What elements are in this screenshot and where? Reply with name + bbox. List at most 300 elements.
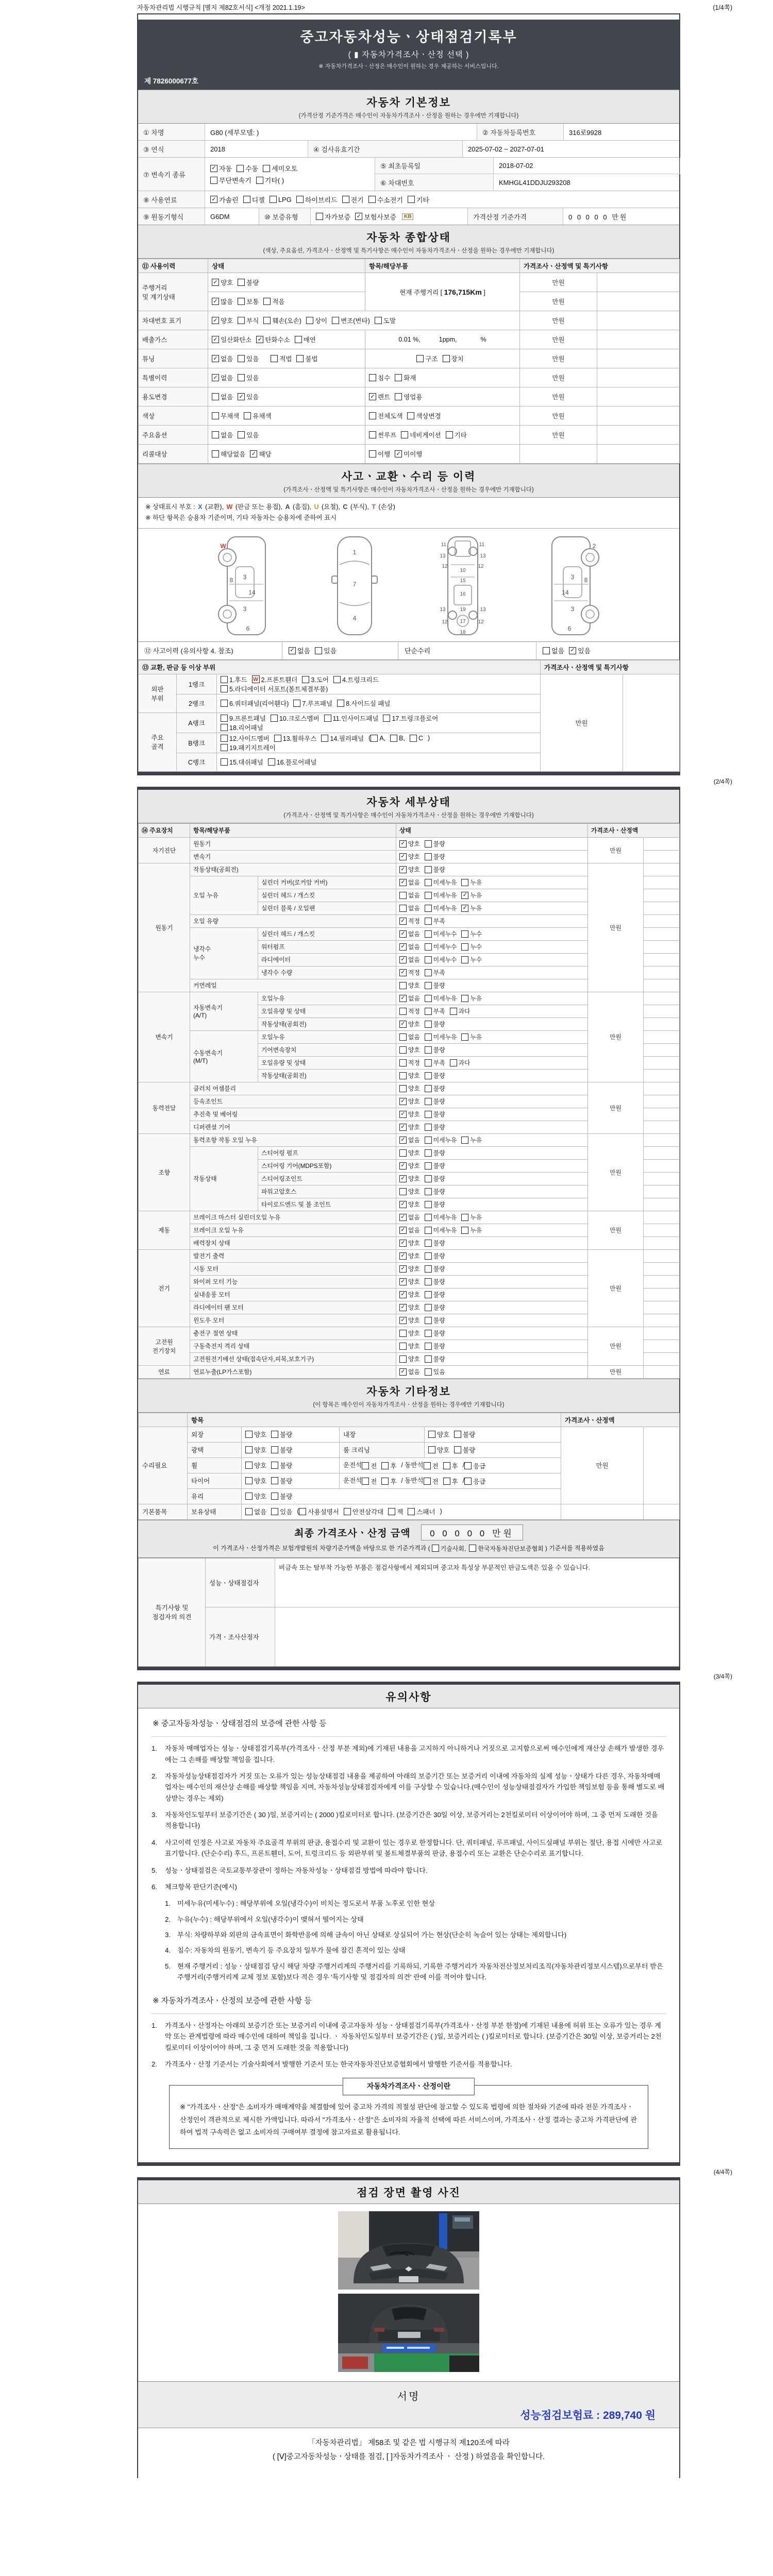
cell — [644, 1301, 680, 1314]
cell: 자기진단 — [139, 837, 190, 863]
page-3 — [137, 1682, 680, 2166]
checkbox[interactable]: 양호 — [399, 1187, 420, 1196]
checkbox[interactable]: 불량 — [425, 839, 445, 848]
checkbox[interactable]: 변조(변타) — [332, 316, 370, 325]
checkbox[interactable]: 사용설명서 — [299, 1507, 339, 1516]
checkbox-checked[interactable]: ✓ 자동 — [210, 163, 232, 173]
checkbox[interactable]: 부식 — [238, 316, 259, 325]
checkbox[interactable]: 불량 — [425, 1045, 445, 1054]
checkbox[interactable]: 없음 — [212, 392, 233, 401]
checkbox[interactable]: 불량 — [425, 1290, 445, 1299]
checkbox-checked[interactable]: ✓ 있음 — [238, 392, 259, 401]
top-strip — [137, 0, 732, 13]
cell — [396, 889, 588, 902]
cell: 가격조사ㆍ산정액 — [588, 823, 680, 837]
cell: 만원 — [561, 1427, 644, 1504]
checkbox-checked[interactable]: ✓ 적정 — [399, 917, 420, 925]
checkbox[interactable]: 불량 — [425, 852, 445, 861]
checkbox[interactable]: 15.대쉬패널 — [221, 757, 263, 767]
checkbox[interactable]: 과다 — [450, 1007, 470, 1015]
checkbox[interactable]: 기타 — [408, 195, 429, 205]
checkbox-checked[interactable]: ✓ 해당 — [250, 449, 271, 459]
reg-no-label: ② 자동차등록번호 — [477, 124, 564, 140]
checkbox[interactable]: 한국자동차진단보증협회 — [469, 1544, 544, 1553]
checkbox[interactable]: 도말 — [375, 316, 396, 325]
checkbox[interactable]: 없음 — [399, 891, 420, 900]
svg-text:3: 3 — [570, 573, 575, 581]
checkbox[interactable]: 5.라디에이터 서포트(볼트체결부품) — [221, 684, 328, 693]
checkbox-checked[interactable]: ✓ 없음 — [399, 994, 420, 1003]
checkbox[interactable]: 10.크로스멤버 — [271, 714, 320, 723]
checkbox[interactable]: 디젤 — [243, 195, 265, 205]
car-view-side-right — [532, 533, 610, 638]
fuel-label: ⑧ 사용연료 — [138, 191, 205, 208]
checkbox[interactable]: 썬루프 — [369, 430, 396, 439]
checkbox[interactable]: 3.도어 — [302, 675, 329, 684]
cell — [396, 1236, 588, 1249]
checkbox[interactable]: 후 — [443, 1461, 458, 1470]
checkbox[interactable]: 불량 — [425, 1329, 445, 1337]
checkbox[interactable]: 영업용 — [395, 392, 422, 401]
cell: B랭크 — [177, 733, 217, 753]
cell — [396, 1301, 588, 1314]
checkbox[interactable]: B, — [390, 735, 405, 742]
checkbox[interactable]: 잭 — [388, 1507, 403, 1516]
checkbox[interactable]: 보통 — [238, 297, 259, 306]
damage-mark-w[interactable]: W 2.프론트휀더 — [252, 675, 298, 684]
notice-item: 3. 부식: 차량하부와 외판의 금속표면이 화학반응에 의해 금속이 아닌 상태로 상실되어 가는 현상(단순히 녹슬어 있는 상태는 제외합니다) — [165, 1931, 567, 1939]
checkbox[interactable]: 미세누유 — [425, 878, 457, 887]
checkbox[interactable]: 누수 — [461, 955, 482, 964]
section-detail-header — [138, 790, 679, 823]
cell — [396, 1121, 588, 1133]
checkbox[interactable]: 17.트렁크플로어 — [383, 714, 438, 723]
legend-codes: ※ 상태표시 부호 : X (교환), W (판금 또는 용접), A (흠집), U (요철), C (부식), T (손상) — [145, 503, 395, 511]
checkbox[interactable]: 불량 — [454, 1430, 475, 1439]
checkbox[interactable]: 불량 — [238, 278, 259, 287]
checkbox[interactable]: 8.사이드실 패널 — [337, 699, 390, 708]
checkbox[interactable]: 불량 — [425, 1277, 445, 1286]
page-marker-4: (4/4쪽) — [713, 2168, 732, 2176]
checkbox[interactable]: 기타( ) — [256, 175, 284, 185]
checkbox-checked[interactable]: ✓ 있음 — [569, 646, 591, 655]
checkbox[interactable]: 미세누유 — [425, 1032, 457, 1041]
cell — [644, 1133, 680, 1146]
checkbox[interactable]: 있음 — [315, 646, 337, 655]
checkbox[interactable]: 없음 — [399, 904, 420, 912]
checkbox[interactable]: 부족 — [425, 1058, 445, 1067]
checkbox-checked[interactable]: ✓ 양호 — [399, 1316, 420, 1325]
checkbox[interactable]: 자가보증 — [316, 212, 350, 222]
cell: 운전석 전 후 / 동반석 전 후 / 응급 — [340, 1458, 561, 1473]
checkbox[interactable]: LPG — [270, 196, 292, 204]
checkbox[interactable]: 불량 — [271, 1492, 292, 1501]
checkbox[interactable]: 유채색 — [244, 411, 271, 420]
checkbox[interactable]: 12.사이드멤버 — [221, 734, 270, 743]
checkbox[interactable]: 전 — [424, 1461, 439, 1470]
checkbox[interactable]: 양호 — [245, 1476, 266, 1485]
checkbox[interactable]: 미세누유 — [425, 1226, 457, 1234]
checkbox[interactable]: 불량 — [425, 865, 445, 874]
checkbox-checked[interactable]: ✓ 양호 — [399, 1110, 420, 1118]
checkbox[interactable]: 양호 — [399, 1084, 420, 1093]
checkbox[interactable]: 구조 — [416, 354, 438, 363]
cell: 항목 — [188, 1413, 561, 1427]
cell — [217, 753, 541, 771]
checkbox[interactable]: 미세누유 — [425, 994, 457, 1003]
checkbox[interactable]: 미세누유 — [425, 1213, 457, 1222]
checkbox[interactable]: 적정 — [399, 1007, 420, 1015]
checkbox[interactable]: 없음 — [399, 1032, 420, 1041]
cell — [644, 979, 680, 992]
checkbox-checked[interactable]: ✓ 양호 — [399, 1290, 420, 1299]
checkbox[interactable]: 양호 — [399, 1071, 420, 1080]
cell: 만원 — [520, 387, 597, 406]
cell — [396, 1249, 588, 1262]
section-other-header — [138, 1379, 679, 1413]
checkbox[interactable]: 침수 — [369, 373, 390, 382]
checkbox-checked[interactable]: ✓ 양호 — [399, 852, 420, 861]
checkbox[interactable]: A, — [371, 735, 385, 742]
svg-text:3: 3 — [243, 605, 247, 613]
checkbox[interactable]: 7.루프패널 — [293, 699, 332, 708]
checkbox[interactable]: 불량 — [425, 1200, 445, 1209]
checkbox[interactable]: 기타 — [446, 430, 467, 439]
checkbox[interactable]: 양호 — [399, 1045, 420, 1054]
svg-text:13: 13 — [440, 553, 446, 559]
checkbox-checked[interactable]: ✓ 양호 — [399, 1264, 420, 1273]
checkbox[interactable]: 불량 — [425, 1354, 445, 1363]
checkbox[interactable]: 세미오토 — [263, 163, 297, 173]
checkbox[interactable]: 불량 — [425, 1342, 445, 1350]
checkbox[interactable]: 양호 — [399, 1329, 420, 1337]
checkbox-checked[interactable]: ✓ 렌트 — [369, 392, 390, 401]
final-price-note: 이 가격조사ㆍ산정가격은 보험개발원의 차량기준가액을 바탕으로 한 기준가격과 ( 기술사회, 한국자동차진단보증협회 ) 기준서를 적용하였음 — [213, 1544, 604, 1552]
cell: 실린더 헤드 / 개스킷 — [258, 889, 396, 902]
checkbox[interactable]: 후 — [443, 1477, 458, 1486]
cell — [644, 1427, 680, 1504]
checkbox[interactable]: C — [410, 735, 423, 742]
checkbox[interactable]: 응급 — [464, 1477, 485, 1486]
checkbox[interactable]: 누유 — [461, 1213, 482, 1222]
checkbox[interactable]: 누유 — [461, 878, 482, 887]
checkbox[interactable]: 9.프론트패널 — [221, 714, 266, 723]
checkbox[interactable]: 미세누유 — [425, 904, 457, 912]
checkbox[interactable]: 불법 — [296, 354, 317, 363]
page-4 — [137, 2177, 680, 2478]
checkbox-checked[interactable]: ✓ 미이행 — [395, 449, 422, 459]
cell: 타이어 — [188, 1473, 242, 1488]
checkbox[interactable]: 양호 — [399, 1354, 420, 1363]
checkbox[interactable]: 있음 — [271, 1507, 292, 1516]
checkbox[interactable]: 양호 — [245, 1445, 266, 1454]
checkbox[interactable]: 불량 — [425, 1303, 445, 1312]
checkbox[interactable]: 네비게이션 — [401, 430, 441, 439]
checkbox-checked[interactable]: ✓ 양호 — [399, 1020, 420, 1028]
checkbox[interactable]: 양호 — [399, 1148, 420, 1157]
checkbox-checked[interactable]: ✓ 없음 — [399, 1136, 420, 1144]
checkbox[interactable]: 스패너 — [408, 1507, 435, 1516]
checkbox[interactable]: 전 — [362, 1461, 377, 1470]
checkbox[interactable]: 불량 — [425, 981, 445, 990]
svg-text:14: 14 — [562, 588, 569, 596]
checkbox[interactable]: 누수 — [461, 942, 482, 951]
checkbox[interactable]: 불량 — [425, 1264, 445, 1273]
cell — [396, 1340, 588, 1352]
cell: 만원 — [588, 1365, 644, 1378]
checkbox-checked[interactable]: ✓ 없음 — [399, 1213, 420, 1222]
checkbox[interactable]: 있음 — [425, 1367, 445, 1376]
checkbox-checked[interactable]: ✓ 양호 — [399, 1174, 420, 1183]
checkbox[interactable]: 적정 — [399, 1058, 420, 1067]
checkbox[interactable]: 과다 — [450, 1058, 470, 1067]
checkbox[interactable]: 적음 — [263, 297, 284, 306]
checkbox[interactable]: 응급 — [464, 1461, 485, 1470]
checkbox[interactable]: 19.패키지트레이 — [221, 743, 276, 752]
checkbox[interactable]: 화재 — [395, 373, 416, 382]
cell — [396, 966, 588, 979]
checkbox[interactable]: 불량 — [425, 1161, 445, 1170]
checkbox[interactable]: 장치 — [443, 354, 464, 363]
accident-history-options — [282, 642, 398, 659]
warranty-options — [311, 208, 468, 225]
checkbox-checked[interactable]: ✓ 양호 — [399, 839, 420, 848]
checkbox-checked[interactable]: ✓ 누유 — [461, 904, 482, 912]
checkbox-checked[interactable]: ✓ 없음 — [212, 354, 233, 363]
cell — [365, 387, 520, 406]
checkbox[interactable]: 색상변경 — [407, 411, 441, 420]
cell — [644, 1121, 680, 1133]
status-code-u: U — [314, 503, 319, 511]
checkbox[interactable]: 6.쿼터패널(리어휀다) — [221, 699, 289, 708]
checkbox[interactable]: 전체도색 — [369, 411, 402, 420]
cell — [396, 837, 588, 850]
checkbox[interactable]: 훼손(오손) — [263, 316, 301, 325]
year-value: 2018 — [205, 141, 308, 157]
checkbox[interactable]: 하이브리드 — [296, 195, 338, 205]
checkbox[interactable]: 불량 — [425, 1123, 445, 1131]
cell — [208, 426, 365, 445]
checkbox[interactable]: 전 — [362, 1477, 377, 1486]
checkbox[interactable]: 전 — [424, 1477, 439, 1486]
cell — [597, 292, 680, 311]
notice-block1-items — [152, 1743, 666, 1892]
checkbox[interactable]: 안전삼각대 — [344, 1507, 383, 1516]
checkbox-checked[interactable]: ✓ 탄화수소 — [256, 335, 290, 344]
checkbox-checked[interactable]: ✓ 없음 — [399, 878, 420, 887]
checkbox-checked[interactable]: ✓ 양호 — [399, 1239, 420, 1247]
checkbox[interactable]: 전기 — [342, 195, 364, 205]
checkbox[interactable]: 14.필러패널 — [321, 734, 364, 743]
svg-text:3: 3 — [243, 573, 247, 581]
checkbox[interactable]: 미세누유 — [425, 891, 457, 900]
checkbox[interactable]: 불량 — [425, 1239, 445, 1247]
checkbox[interactable]: 미세누수 — [425, 942, 457, 951]
signature-title: 서명 — [397, 2391, 421, 2402]
checkbox[interactable]: 해당없음 — [212, 449, 245, 459]
checkbox-checked[interactable]: ✓ 없음 — [212, 373, 233, 382]
checkbox[interactable]: 양호 — [428, 1445, 449, 1454]
cell: 원동기 — [190, 837, 396, 850]
cell — [396, 1082, 588, 1095]
checkbox[interactable]: 이행 — [369, 449, 390, 459]
checkbox-checked[interactable]: ✓ 양호 — [399, 1097, 420, 1106]
cell: 현재 주행거리 [ 176,715Km ] — [365, 273, 520, 311]
checkbox[interactable]: 없음 — [245, 1507, 266, 1516]
cell: 동력전달 — [139, 1082, 190, 1133]
cell: 만원 — [520, 406, 597, 426]
status-code-legend — [138, 498, 679, 529]
checkbox[interactable]: 상이 — [306, 316, 327, 325]
checkbox[interactable]: 13.휠하우스 — [274, 734, 317, 743]
checkbox[interactable]: 무단변속기 — [210, 175, 251, 185]
checkbox-checked[interactable]: ✓ 양호 — [399, 1303, 420, 1312]
checkbox[interactable]: 있음 — [238, 354, 259, 363]
checkbox[interactable]: 불량 — [425, 1020, 445, 1028]
checkbox[interactable]: 후 — [381, 1477, 396, 1486]
svg-text:3: 3 — [570, 605, 575, 613]
checkbox[interactable]: 불량 — [425, 1097, 445, 1106]
cell — [644, 1159, 680, 1172]
transmission-options — [205, 158, 375, 191]
cell: 용도변경 — [139, 387, 208, 406]
checkbox[interactable]: 후 — [381, 1461, 396, 1470]
document-header — [138, 17, 679, 90]
checkbox[interactable]: 수소전기 — [368, 195, 403, 205]
checkbox[interactable]: 누수 — [461, 929, 482, 938]
cell: 운전석 전 후 / 동반석 전 후 / 응급 — [340, 1473, 561, 1488]
checkbox[interactable]: 불량 — [454, 1445, 475, 1454]
cell: 연료누출(LP가스포함) — [190, 1365, 396, 1378]
checkbox-checked[interactable]: ✓ 없음 — [289, 646, 310, 655]
checkbox[interactable]: 있음 — [238, 373, 259, 382]
checkbox-checked[interactable]: ✓ 적정 — [399, 968, 420, 977]
checkbox[interactable]: 불량 — [425, 1316, 445, 1325]
checkbox[interactable]: 불량 — [425, 1174, 445, 1183]
inspection-photos — [138, 2204, 679, 2381]
checkbox[interactable]: 미세누수 — [425, 955, 457, 964]
photo-car-front — [338, 2211, 479, 2290]
engine-type-value: G6DM — [205, 208, 259, 225]
checkbox[interactable]: 적법 — [271, 354, 292, 363]
checkbox[interactable]: 기술사회, — [432, 1544, 466, 1553]
checkbox[interactable]: 불량 — [271, 1461, 292, 1470]
inspector-label: 성능ㆍ상태점검자 — [206, 1558, 275, 1607]
checkbox-checked[interactable]: ✓ 양호 — [399, 1277, 420, 1286]
svg-text:8: 8 — [584, 576, 588, 584]
checkbox[interactable]: 누유 — [461, 1226, 482, 1234]
checkbox[interactable]: 불량 — [271, 1445, 292, 1454]
cell: 구동축전지 격리 상태 — [190, 1340, 396, 1352]
checkbox[interactable]: 11.인사이드패널 — [324, 714, 379, 723]
checkbox[interactable]: 불량 — [271, 1430, 292, 1439]
checkbox-checked[interactable]: ✓ 양호 — [212, 278, 233, 287]
checkbox[interactable]: 양호 — [245, 1430, 266, 1439]
checkbox-checked[interactable]: ✓ 양호 — [399, 1200, 420, 1209]
checkbox[interactable]: 양호 — [245, 1461, 266, 1470]
doc-subtitle: ( ▮ 자동차가격조사ㆍ산정 선택 ) — [348, 50, 469, 59]
checkbox[interactable]: 양호 — [399, 1342, 420, 1350]
checkbox[interactable]: 양호 — [428, 1430, 449, 1439]
checkbox-checked[interactable]: ✓ 없음 — [399, 929, 420, 938]
checkbox[interactable]: 불량 — [425, 1071, 445, 1080]
checkbox[interactable]: 부족 — [425, 1007, 445, 1015]
checkbox[interactable]: 양호 — [245, 1492, 266, 1501]
inspector-opinion-text: 비금속 또는 탈부착 가능한 부품은 점검사항에서 제외되며 중고차 특성상 부분적인 판금도색은 있을 수 있습니다. — [275, 1558, 679, 1607]
svg-text:14: 14 — [248, 588, 256, 596]
notice-item: 1. 자동차 매매업자는 성능ㆍ상태점검기록부(가격조사ㆍ산정 부분 제외)에 기재된 내용을 고지하지 아니하거나 거짓으로 고지함으로써 매수인에게 재산상 손해가 발생한 경우에는 그 손해를 배상할 책임을 집니다. — [152, 1744, 664, 1764]
section-subtitle: (가격조사ㆍ산정액 및 특기사항은 매수인이 자동차가격조사ㆍ산정을 원하는 경우에만 기재합니다) — [283, 487, 534, 493]
checkbox[interactable]: 누유 — [461, 1136, 482, 1144]
checkbox[interactable]: 불량 — [425, 1084, 445, 1093]
checkbox[interactable]: 없음 — [543, 646, 564, 655]
confirmation-statement: 「자동차관리법」 제58조 및 같은 법 시행규칙 제120조에 따라 ( [Ⅴ]중고자동차성능ㆍ상태를 점검, [ ]자동차가격조사 ㆍ 산정 ) 하였음을 확인합니다. — [272, 2438, 545, 2462]
checkbox-checked[interactable]: ✓ 양호 — [399, 865, 420, 874]
checkbox[interactable]: 부족 — [425, 917, 445, 925]
checkbox[interactable]: 불량 — [425, 1187, 445, 1196]
cell: 원동기 — [139, 863, 190, 992]
cell — [139, 1413, 188, 1427]
checkbox-checked[interactable]: ✓ 양호 — [399, 1123, 420, 1131]
checkbox[interactable]: 있음 — [238, 430, 259, 439]
checkbox[interactable]: 불량 — [425, 1251, 445, 1260]
checkbox-checked[interactable]: ✓ 없음 — [399, 1226, 420, 1234]
checkbox-checked[interactable]: ✓ 보험사보증 — [355, 212, 396, 222]
checkbox[interactable]: 16.플로어패널 — [268, 757, 317, 767]
checkbox[interactable]: 1.후드 — [221, 675, 247, 684]
checkbox[interactable]: 부족 — [425, 968, 445, 977]
checkbox[interactable]: 누유 — [461, 994, 482, 1003]
checkbox-checked[interactable]: ✓ 양호 — [212, 316, 233, 325]
cell — [644, 1005, 680, 1018]
cell: 만원 — [588, 1211, 644, 1249]
checkbox[interactable]: 무채색 — [212, 411, 239, 420]
checkbox[interactable]: 없음 — [212, 430, 233, 439]
final-price-label: 최종 가격조사ㆍ산정 금액 — [294, 1528, 411, 1539]
checkbox[interactable]: 수동 — [237, 163, 258, 173]
checkbox-checked[interactable]: ✓ 없음 — [399, 1367, 420, 1376]
checkbox-checked[interactable]: ✓ 없음 — [399, 955, 420, 964]
checkbox[interactable]: 양호 — [399, 981, 420, 990]
checkbox-checked[interactable]: ✓ 일산화탄소 — [212, 335, 251, 344]
checkbox[interactable]: 누유 — [461, 1032, 482, 1041]
checkbox[interactable]: 불량 — [271, 1476, 292, 1485]
checkbox[interactable]: 18.리어패널 — [221, 723, 263, 732]
checkbox-checked[interactable]: ✓ 양호 — [399, 1161, 420, 1170]
basic-row-fuel — [138, 191, 679, 208]
checkbox[interactable]: 4.트렁크리드 — [333, 675, 379, 684]
checkbox[interactable]: 미세누수 — [425, 929, 457, 938]
definition-title: 자동차가격조사ㆍ산정이란 — [343, 2078, 475, 2095]
checkbox[interactable]: 미세누유 — [425, 1136, 457, 1144]
car-view-side-left — [208, 533, 285, 638]
checkbox[interactable]: 불량 — [425, 1110, 445, 1118]
checkbox-checked[interactable]: ✓ 없음 — [399, 942, 420, 951]
inspection-insurance-premium: 성능점검보험료 : 289,740 원 — [520, 2409, 656, 2421]
checkbox[interactable]: 매연 — [295, 335, 316, 344]
page-marker-1: (1/4쪽) — [713, 4, 732, 11]
cell — [208, 292, 365, 311]
cell — [217, 674, 541, 694]
svg-text:4: 4 — [352, 614, 357, 622]
checkbox[interactable]: 불량 — [425, 1148, 445, 1157]
checkbox-checked[interactable]: ✓ 많음 — [212, 297, 233, 306]
inspection-label: ④ 검사유효기간 — [308, 141, 463, 157]
checkbox-checked[interactable]: ✓ 양호 — [399, 1251, 420, 1260]
section-photo-header — [138, 2180, 679, 2204]
checkbox-checked[interactable]: ✓ 누유 — [461, 891, 482, 900]
checkbox-checked[interactable]: ✓ 가솔린 — [210, 195, 239, 205]
